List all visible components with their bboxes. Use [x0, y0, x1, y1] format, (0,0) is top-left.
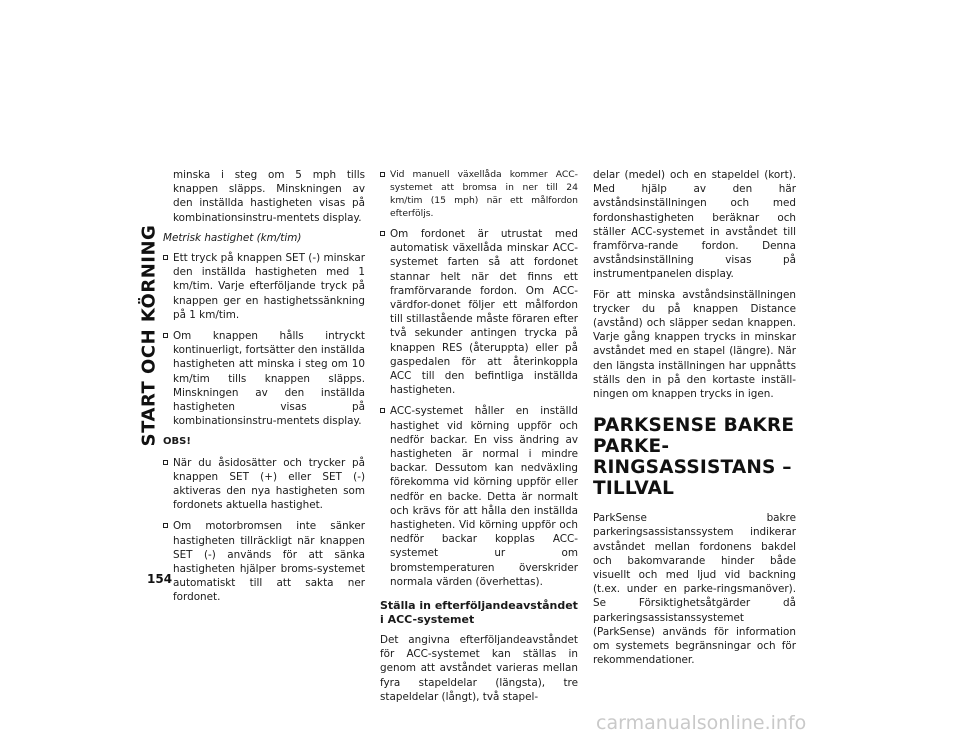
watermark: carmanualsonline.info	[596, 712, 807, 734]
distance-setting-heading: Ställa in efterföljandeavståndet i ACC-systemet	[380, 599, 578, 627]
checkbox-bullet-icon	[163, 460, 168, 465]
section-title: START OCH KÖRNING	[138, 224, 160, 446]
list-item-text: Om knappen hålls intryckt kontinuerligt, fortsätter den inställda hastigheten att minska i steg om 10 km/tim tills knappen släpps. Minskningen av den inställda hastigheten visas på kombinationsinstru-mentets display.	[173, 330, 365, 428]
note-heading: OBS!	[163, 436, 191, 448]
list-item-text: Om fordonet är utrustat med automatisk växellåda minskar ACC-systemet farten så att fordonet stannar helt när det finns ett framförvarande fordon. Om ACC-värdfor-donet följer ett målfordon till stillastående måste föraren efter två sekunder antingen trycka på knappen RES (återuppta) eller på gaspedalen för att återinkoppla ACC till den befintliga inställda hastigheten.	[390, 228, 578, 397]
paragraph: ParkSense bakre parkeringsassistanssystem indikerar avståndet mellan fordonens bakdel och bakomvarande hinder både visuellt och med ljud vid backning (t.ex. under en parke-ringsmanöver). Se Försiktighetsåtgärder då parkeringsassistanssystemet (ParkSense) används för information om systemets begränsningar och för rekommendationer.	[593, 512, 796, 667]
paragraph: För att minska avståndsinställningen trycker du på knappen Distance (avstånd) och släpper sedan knappen. Varje gång knappen trycks in minskar avståndet med en stapel (längre). När den längsta inställningen har uppnåtts ställs den in på den kortaste inställ-ningen om knappen trycks in igen.	[593, 288, 796, 401]
list-item	[163, 251, 365, 322]
checkbox-bullet-icon	[163, 333, 168, 338]
parksense-heading: PARKSENSE BAKRE PARKE-RINGSASSISTANS – TILLVAL	[593, 415, 795, 500]
list-item-text: När du åsidosätter och trycker på knappen SET (+) eller SET (-) aktiveras den nya hastigheten som fordonets aktuella hastighet.	[173, 456, 365, 512]
list-item-text: Ett tryck på knappen SET (-) minskar den inställda hastigheten med 1 km/tim. Varje efterföljande tryck på knappen ger en hastighetssänkning på 1 km/tim.	[173, 252, 365, 321]
list-item-text: Vid manuell växellåda kommer ACC-systemet att bromsa in ner till 24 km/tim (15 mph) när ett målfordon efterföljs.	[390, 169, 578, 219]
metric-subheading: Metrisk hastighet (km/tim)	[163, 231, 302, 244]
distance-paragraph: Det angivna efterföljandeavståndet för ACC-systemet kan ställas in genom att avståndet varieras mellan fyra stapeldelar (längsta), tre stapeldelar (långt), två stapel-	[380, 634, 578, 703]
column-2	[380, 168, 578, 710]
list-item	[380, 227, 578, 397]
section-side-tab	[136, 170, 162, 500]
checkbox-bullet-icon	[163, 255, 168, 260]
checkbox-bullet-icon	[163, 523, 168, 528]
page-number: 154	[147, 572, 173, 586]
paragraph: delar (medel) och en stapeldel (kort). Med hjälp av den här avståndsinställningen och med fordonshastigheten beräknar och ställer ACC-systemet in avståndet till framförva-rande fordon. Denna avståndsinställning visas på instrumentpanelen display.	[593, 169, 796, 281]
list-item-text: Om motorbromsen inte sänker hastigheten tillräckligt när knappen SET (-) används för att sänka hastigheten hjälper broms-systemet automatiskt till att sakta ner fordonet.	[173, 520, 365, 604]
list-item-text: ACC-systemet håller en inställd hastighet vid körning uppför och nedför backar. En viss ändring av hastigheten är normal i mindre backar. Dessutom kan nedväxling förekomma vid körning uppför eller nedför en backe. Detta är normalt och krävs för att hålla den inställda hastigheten. Vid körning uppför och nedför backar kopplas ACC-systemet ur om bromstemperaturen överskrider normala värden (överhettas).	[390, 405, 578, 588]
checkbox-bullet-icon	[380, 231, 385, 236]
checkbox-bullet-icon	[380, 408, 385, 413]
list-item	[380, 168, 578, 220]
intro-paragraph: minska i steg om 5 mph tills knappen släpps. Minskningen av den inställda hastigheten visas på kombinationsinstru-mentets display.	[173, 169, 365, 224]
list-item	[380, 404, 578, 589]
column-3	[593, 168, 796, 673]
checkbox-bullet-icon	[380, 172, 385, 177]
list-item	[163, 329, 365, 428]
list-item	[163, 519, 365, 604]
list-item	[163, 456, 365, 513]
column-1	[163, 168, 365, 612]
